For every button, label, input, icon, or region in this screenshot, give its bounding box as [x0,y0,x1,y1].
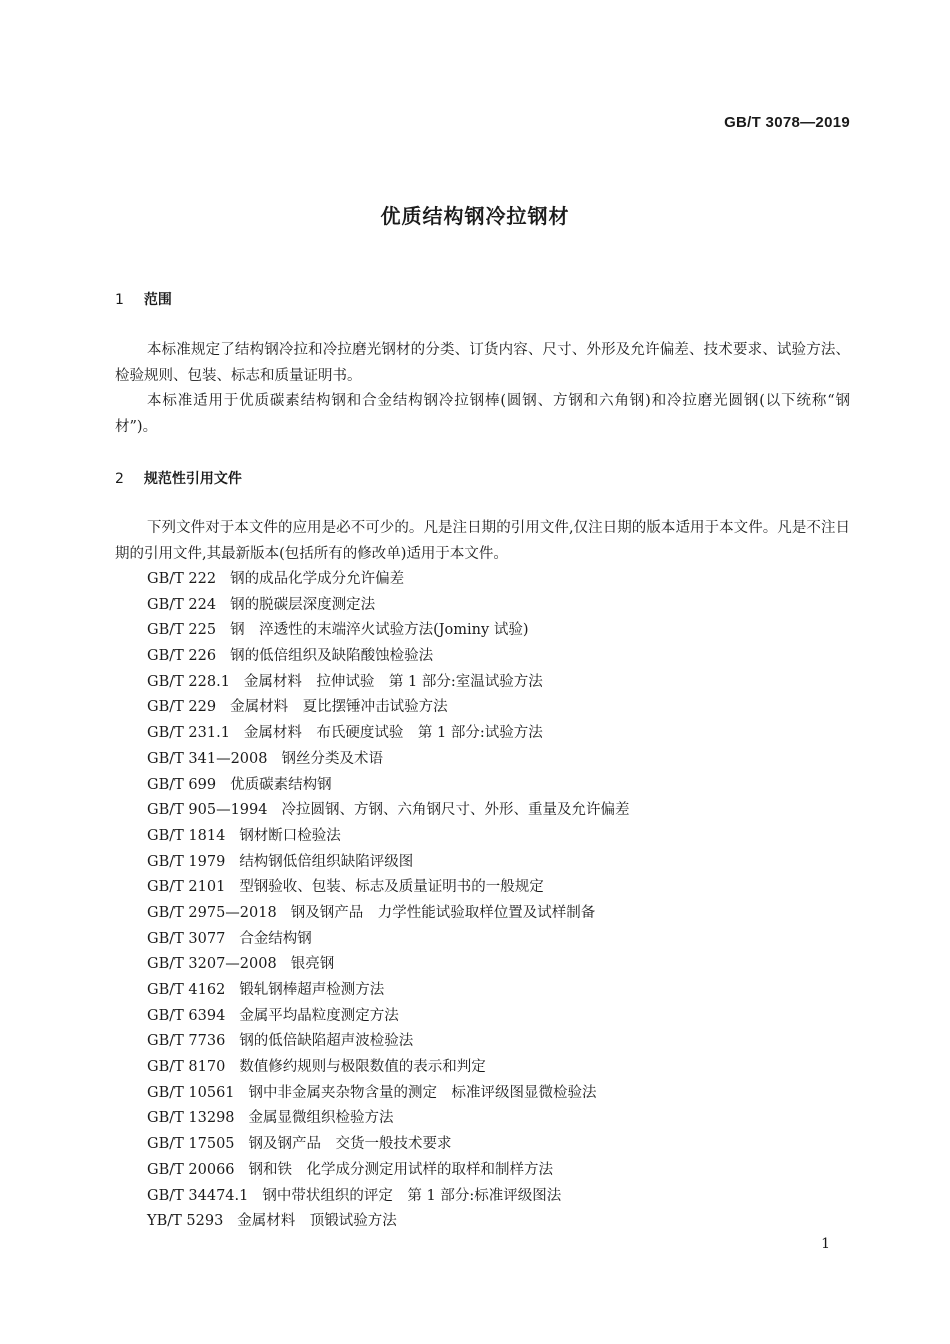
reference-item [147,618,629,644]
reference-code: GB/T 8170 [147,1059,226,1076]
reference-code: GB/T 2975—2018 [147,904,277,921]
reference-item [147,875,629,901]
reference-item [147,1055,629,1081]
reference-item [147,824,629,850]
section-1-paragraph-2: 本标准适用于优质碳素结构钢和合金结构钢冷拉钢棒(圆钢、方钢和六角钢)和冷拉磨光圆钢(以下统称“钢材”)。 [115,393,850,435]
reference-item [147,1081,629,1107]
reference-code: GB/T 3207—2008 [147,956,277,973]
document-title: 优质结构钢冷拉钢材 [380,204,570,228]
reference-code: GB/T 20066 [147,1161,235,1178]
reference-code: GB/T 225 [147,622,217,639]
reference-title: 金属平均晶粒度测定方法 [239,1007,399,1024]
reference-item [147,1004,629,1030]
reference-code: GB/T 699 [147,776,217,793]
reference-item [147,1158,629,1184]
section-2-intro: 下列文件对于本文件的应用是必不可少的。凡是注日期的引用文件,仅注日期的版本适用于本文件。凡是不注日期的引用文件,其最新版本(包括所有的修改单)适用于本文件。 [115,520,850,562]
reference-code: GB/T 228.1 [147,673,230,690]
reference-item [147,747,629,773]
reference-title: 钢和铁 化学成分测定用试样的取样和制样方法 [248,1161,554,1178]
reference-title: 金属材料 夏比摆锤冲击试验方法 [230,699,448,716]
reference-code: GB/T 4162 [147,982,226,998]
section-2-heading [115,468,242,488]
reference-code: GB/T 1979 [147,853,226,870]
reference-item [147,850,629,876]
reference-item [147,1132,629,1158]
section-1-number: 1 [115,292,124,308]
reference-item [147,644,629,670]
reference-title: 钢的脱碳层深度测定法 [230,596,376,613]
reference-code: GB/T 222 [147,571,217,587]
reference-code: GB/T 6394 [147,1007,226,1024]
reference-title: 金属材料 布氏硬度试验 第 1 部分:试验方法 [243,725,543,742]
reference-code: GB/T 224 [147,596,217,613]
reference-title: 钢中带状组织的评定 第 1 部分:标准评级图法 [262,1187,562,1204]
reference-code: GB/T 229 [147,699,217,716]
reference-title: 锻轧钢棒超声检测方法 [239,982,385,998]
reference-code: GB/T 341—2008 [147,750,268,767]
reference-code: GB/T 7736 [147,1033,226,1050]
reference-code: GB/T 2101 [147,879,226,896]
reference-title: 钢的低倍组织及缺陷酸蚀检验法 [230,648,434,665]
reference-item [147,798,629,824]
reference-item [147,901,629,927]
reference-title: 钢中非金属夹杂物含量的测定 标准评级图显微检验法 [248,1084,597,1101]
section-1-paragraph-1: 本标准规定了结构钢冷拉和冷拉磨光钢材的分类、订货内容、尺寸、外形及允许偏差、技术要求、试验方法、检验规则、包装、标志和质量证明书。 [115,342,850,384]
reference-code: GB/T 3077 [147,930,226,947]
reference-item [147,721,629,747]
reference-title: 钢材断口检验法 [239,827,341,844]
standard-code: GB/T 3078—2019 [724,114,850,131]
reference-code: GB/T 13298 [147,1110,235,1127]
section-2-number: 2 [115,471,124,487]
reference-title: 钢的成品化学成分允许偏差 [230,571,405,587]
reference-item [147,1106,629,1132]
reference-code: GB/T 905—1994 [147,802,268,819]
reference-code: GB/T 1814 [147,827,226,844]
reference-title: 金属材料 拉伸试验 第 1 部分:室温试验方法 [243,673,543,690]
reference-title: 冷拉圆钢、方钢、六角钢尺寸、外形、重量及允许偏差 [281,802,630,819]
reference-title: 钢 淬透性的末端淬火试验方法(Jominy 试验) [230,622,529,639]
reference-item [147,1209,629,1235]
section-1-title: 范围 [143,292,172,308]
reference-item [147,978,629,1004]
reference-item [147,567,629,593]
reference-code: GB/T 10561 [147,1084,235,1101]
section-2-title: 规范性引用文件 [143,471,242,487]
reference-title: 金属材料 顶锻试验方法 [237,1213,397,1230]
reference-title: 银亮钢 [290,956,335,973]
reference-title: 钢及钢产品 交货一般技术要求 [248,1136,452,1153]
page-number: 1 [821,1236,830,1252]
reference-code: GB/T 34474.1 [147,1187,249,1204]
reference-title: 钢的低倍缺陷超声波检验法 [239,1033,414,1050]
reference-item [147,952,629,978]
reference-title: 钢及钢产品 力学性能试验取样位置及试样制备 [290,904,596,921]
reference-item [147,927,629,953]
reference-title: 数值修约规则与极限数值的表示和判定 [239,1059,486,1076]
reference-title: 型钢验收、包装、标志及质量证明书的一般规定 [239,879,544,896]
reference-item [147,695,629,721]
reference-title: 金属显微组织检验方法 [248,1110,394,1127]
section-1-heading [115,289,172,309]
reference-list [147,567,629,1235]
reference-item [147,773,629,799]
reference-title: 优质碳素结构钢 [230,776,332,793]
reference-title: 钢丝分类及术语 [281,750,383,767]
reference-item [147,1184,629,1210]
reference-code: YB/T 5293 [147,1213,224,1230]
reference-item [147,593,629,619]
reference-code: GB/T 231.1 [147,725,230,742]
reference-code: GB/T 226 [147,648,217,665]
reference-code: GB/T 17505 [147,1136,235,1153]
reference-title: 合金结构钢 [239,930,312,947]
reference-title: 结构钢低倍组织缺陷评级图 [239,853,414,870]
reference-item [147,670,629,696]
reference-item [147,1029,629,1055]
